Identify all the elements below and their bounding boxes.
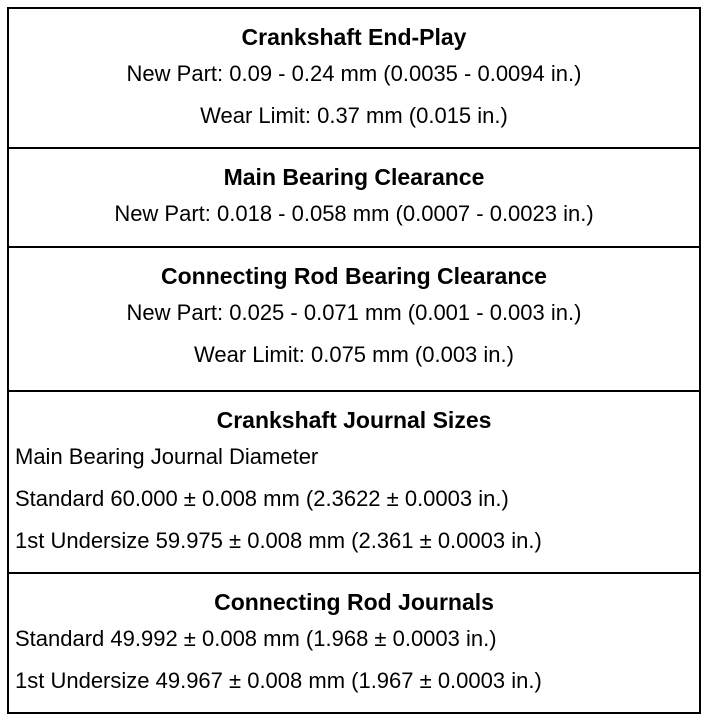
spec-line-subheading: Main Bearing Journal Diameter bbox=[15, 444, 319, 469]
section-connecting-rod-bearing-clearance bbox=[9, 248, 699, 392]
spec-line-standard: Standard 60.000 ± 0.008 mm (2.3622 ± 0.0003 in.) bbox=[15, 486, 509, 511]
section-heading: Crankshaft Journal Sizes bbox=[216, 407, 492, 433]
spec-line-new-part: New Part: 0.025 - 0.071 mm (0.001 - 0.003 in.) bbox=[126, 300, 582, 325]
spec-line-new-part: New Part: 0.09 - 0.24 mm (0.0035 - 0.0094 in.) bbox=[126, 61, 582, 86]
spec-line-new-part: New Part: 0.018 - 0.058 mm (0.0007 - 0.0023 in.) bbox=[114, 201, 594, 226]
section-crankshaft-journal-sizes bbox=[9, 392, 699, 574]
spec-line-standard: Standard 49.992 ± 0.008 mm (1.968 ± 0.0003 in.) bbox=[15, 626, 497, 651]
spec-line-undersize: 1st Undersize 59.975 ± 0.008 mm (2.361 ± 0.0003 in.) bbox=[15, 528, 542, 553]
section-heading: Connecting Rod Journals bbox=[214, 589, 494, 615]
spec-line-wear-limit: Wear Limit: 0.37 mm (0.015 in.) bbox=[200, 103, 508, 128]
section-heading: Main Bearing Clearance bbox=[223, 164, 485, 190]
spec-line-undersize: 1st Undersize 49.967 ± 0.008 mm (1.967 ± 0.0003 in.) bbox=[15, 668, 542, 693]
section-main-bearing-clearance bbox=[9, 149, 699, 248]
section-heading: Crankshaft End-Play bbox=[241, 24, 467, 50]
section-heading: Connecting Rod Bearing Clearance bbox=[161, 263, 547, 289]
section-connecting-rod-journals bbox=[9, 574, 699, 712]
section-crankshaft-end-play bbox=[9, 9, 699, 149]
spec-table bbox=[7, 7, 701, 714]
spec-line-wear-limit: Wear Limit: 0.075 mm (0.003 in.) bbox=[194, 342, 514, 367]
